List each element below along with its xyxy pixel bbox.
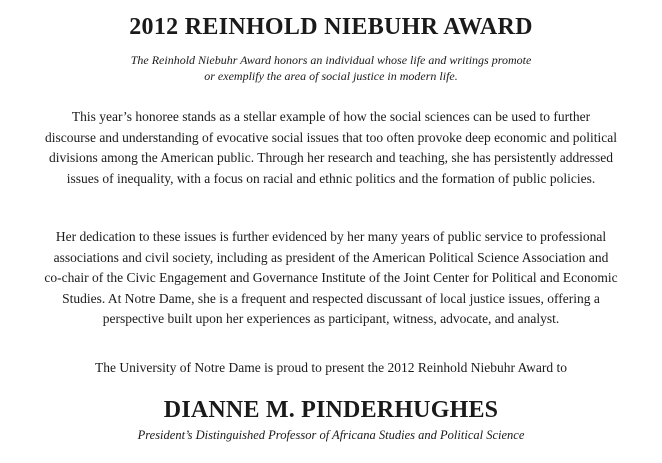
paragraph-line: co-chair of the Civic Engagement and Governance Institute of the Joint Center for Political and Economic [44, 270, 618, 285]
paragraph-line: divisions among the American public. Through her research and teaching, she has persistently addressed [49, 150, 613, 165]
paragraph-honoree-description [0, 107, 662, 189]
paragraph-public-service [0, 227, 662, 330]
award-title: 2012 REINHOLD NIEBUHR AWARD [129, 14, 533, 40]
paragraph-line: issues of inequality, with a focus on racial and ethnic politics and the formation of public policies. [66, 170, 596, 186]
paragraph-line: The University of Notre Dame is proud to present the 2012 Reinhold Niebuhr Award to [95, 360, 567, 375]
paragraph-line: Studies. At Notre Dame, she is a frequent and respected discussant of local justice issues, offering a [62, 290, 600, 306]
paragraph-line: Her dedication to these issues is further evidenced by her many years of public service to professional [55, 229, 607, 244]
paragraph-line: associations and civil society, including as president of the American Political Science Association and [53, 249, 609, 265]
subtitle-line: The Reinhold Niebuhr Award honors an individual whose life and writings promote [130, 53, 532, 67]
award-subtitle [0, 52, 662, 84]
subtitle-line: or exemplify the area of social justice in modern life. [204, 69, 458, 83]
paragraph-line: This year’s honoree stands as a stellar example of how the social sciences can be used to further [71, 109, 591, 124]
honoree-name: DIANNE M. PINDERHUGHES [163, 397, 499, 423]
paragraph-presentation [0, 358, 662, 379]
paragraph-line: discourse and understanding of evocative social issues that too often provoke deep economic and political [44, 129, 618, 145]
paragraph-line: perspective built upon her experiences as participant, witness, advocate, and analyst. [102, 311, 560, 326]
honoree-position: President’s Distinguished Professor of Africana Studies and Political Science [137, 428, 525, 442]
